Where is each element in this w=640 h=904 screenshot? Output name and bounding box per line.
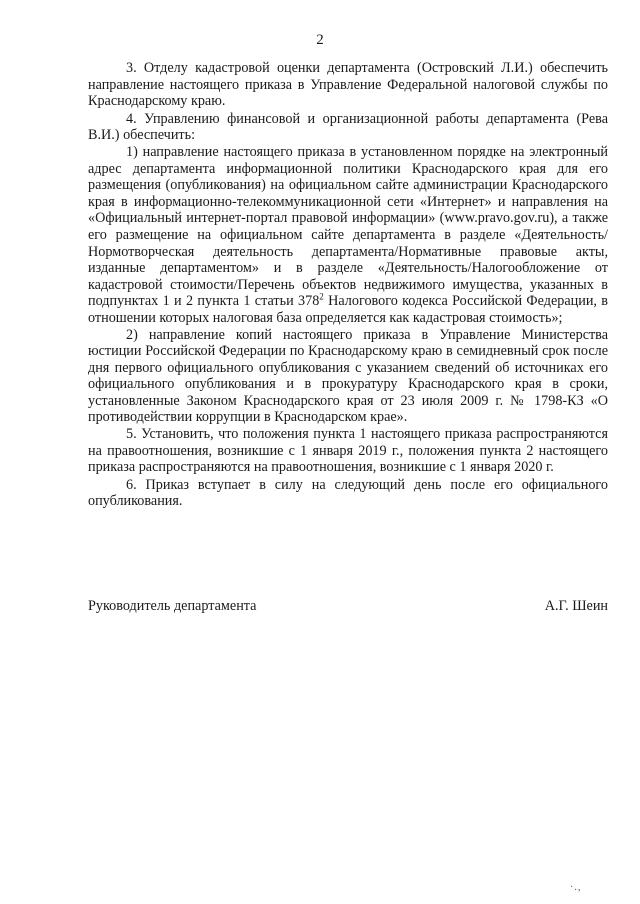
paragraph-6: 6. Приказ вступает в силу на следующий день после его официального опубликования. [88,476,608,510]
paragraph-4-item-1-text-continued: Налогового кодекса Российской Федерации, в отношении которых налоговая база определяется как кадастровая стоимость»; [88,293,608,326]
paragraph-3: 3. Отделу кадастровой оценки департамента (Островский Л.И.) обеспечить направление настоящего приказа в Управление Федеральной налоговой службы по Краснодарскому краю. [88,60,608,110]
scan-artifact-mark: ·., [570,882,582,893]
paragraph-4: 4. Управлению финансовой и организационной работы департамента (Рева В.И.) обеспечить: [88,110,608,144]
signature-block [88,598,608,615]
signatory-position: Руководитель департамента [88,598,257,614]
signatory-name: А.Г. Шеин [544,598,608,614]
article-superscript: 2 [319,291,324,302]
paragraph-4-item-1 [88,144,608,327]
paragraph-4-item-1-text: 1) направление настоящего приказа в установленном порядке на электронный адрес департамента информационной политики Краснодарского края для его размещения (опубликования) на официальном сайте администрации Краснодарского края в информационно-телекоммуникационной сети «Интернет» и направления на «Официальный интернет-портал правовой информации» (www.pravo.gov.ru), а также его размещение на официальном сайте департамента в разделе «Деятельность/Нормотворческая деятельность департамента/Нормативные правовые акты, изданные департаментом» и в разделе «Деятельность/Налогообложение от кадастровой стоимости/Перечень объектов недвижимого имущества, указанных в подпунктах 1 и 2 пункта 1 статьи 378 [88,143,608,310]
document-body [88,60,608,510]
paragraph-5: 5. Установить, что положения пункта 1 настоящего приказа распространяются на правоотношения, возникшие с 1 января 2019 г., положения пункта 2 настоящего приказа распространяются на правоотношения, возникшие с 1 января 2020 г. [88,426,608,476]
page-number: 2 [316,32,324,48]
paragraph-4-item-2: 2) направление копий настоящего приказа в Управление Министерства юстиции Российской Федерации по Краснодарскому краю в семидневный срок после дня первого официального опубликования с указанием сведений об источниках его официального опубликования и в прокуратуру Краснодарского края в сроки, установленные Законом Краснодарского края от 23 июля 2009 г. № 1798-КЗ «О противодействии коррупции в Краснодарском крае». [88,326,608,426]
